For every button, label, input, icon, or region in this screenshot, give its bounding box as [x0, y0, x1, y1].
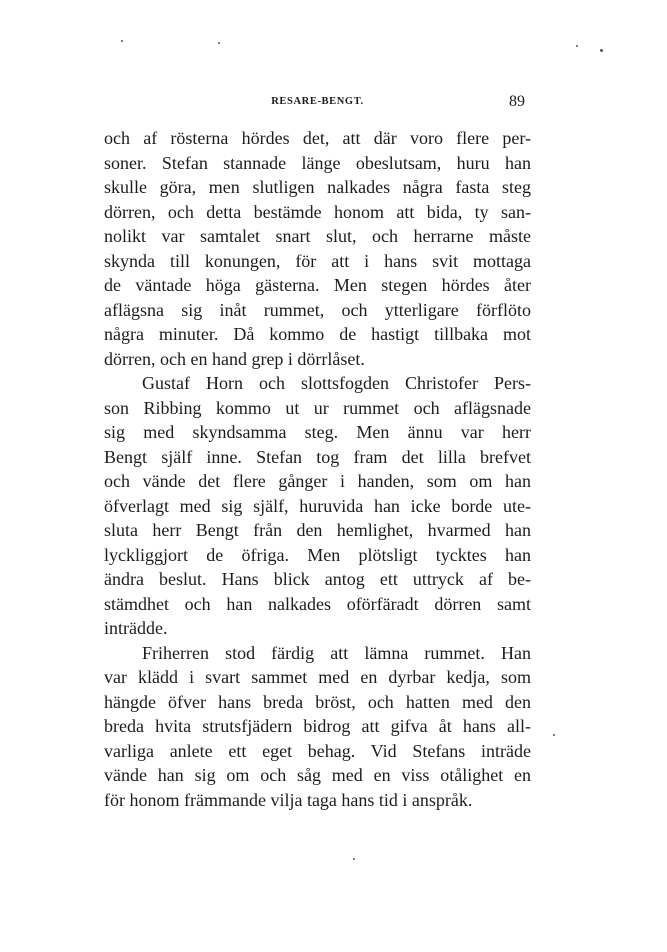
scan-speck: [353, 858, 355, 860]
text-line: och vände det flere gånger i handen, som om han: [104, 471, 531, 491]
text-line: lyckliggjort de öfriga. Men plötsligt tycktes han: [104, 544, 531, 565]
text-line: breda hvita strutsfjädern bidrog att gifva åt hans all-: [104, 716, 531, 736]
text-line: de väntade höga gästerna. Men stegen hördes åter: [104, 275, 531, 295]
text-line: Gustaf Horn och slottsfogden Christofer Pers-: [142, 373, 531, 393]
text-line: vände han sig om och såg med en viss otålighet en: [104, 765, 531, 785]
body-text: [104, 126, 531, 812]
text-line: skynda till konungen, för att i hans svit mottaga: [104, 250, 531, 271]
text-line: sluta herr Bengt från den hemlighet, hvarmed han: [104, 520, 531, 540]
scan-speck: [553, 734, 555, 736]
scan-speck: [121, 40, 123, 42]
text-line: några minuter. Då kommo de hastigt tillbaka mot: [104, 324, 531, 344]
paragraph: [104, 641, 531, 813]
running-head: [104, 93, 531, 116]
text-line: och af rösterna hördes det, att där voro flere per-: [104, 128, 531, 148]
scan-speck: [576, 45, 578, 47]
text-line: öfverlagt med sig själf, huruvida han icke borde ute-: [104, 495, 531, 516]
text-line: dörren, och en hand grep i dörrlåset.: [104, 348, 365, 369]
text-line: stämdhet och han nalkades oförfäradt dörren samt: [104, 593, 531, 614]
text-line: Bengt själf inne. Stefan tog fram det lilla brefvet: [104, 446, 531, 467]
text-line: ändra beslut. Hans blick antog ett uttryck af be-: [104, 569, 531, 589]
text-line: hängde öfver hans breda bröst, och hatten med den: [104, 691, 531, 712]
paragraph: [104, 371, 531, 641]
text-line: dörren, och detta bestämde honom att bida, ty san-: [104, 201, 531, 222]
running-title: RESARE-BENGT.: [271, 96, 364, 107]
scan-speck: [218, 42, 220, 44]
text-line: för honom främmande vilja taga hans tid i anspråk.: [104, 789, 473, 810]
scan-speck: [600, 49, 603, 52]
text-line: skulle göra, men slutligen nalkades några fasta steg: [104, 177, 531, 197]
text-line: son Ribbing kommo ut ur rummet och aflägsnade: [104, 397, 531, 418]
text-line: sig med skyndsamma steg. Men ännu var herr: [104, 422, 531, 442]
text-line: soner. Stefan stannade länge obeslutsam, huru han: [104, 152, 531, 173]
text-line: Friherren stod färdig att lämna rummet. Han: [142, 642, 531, 663]
text-line: var klädd i svart sammet med en dyrbar kedja, som: [104, 667, 531, 687]
page-number: 89: [509, 93, 525, 110]
text-line: nolikt var samtalet snart slut, och herrarne måste: [104, 226, 531, 246]
paragraph: [104, 126, 531, 371]
text-line: varliga anlete ett eget behag. Vid Stefans inträde: [104, 740, 531, 761]
text-line: inträdde.: [104, 618, 168, 638]
text-line: aflägsna sig inåt rummet, och ytterligare förflöto: [104, 299, 531, 320]
